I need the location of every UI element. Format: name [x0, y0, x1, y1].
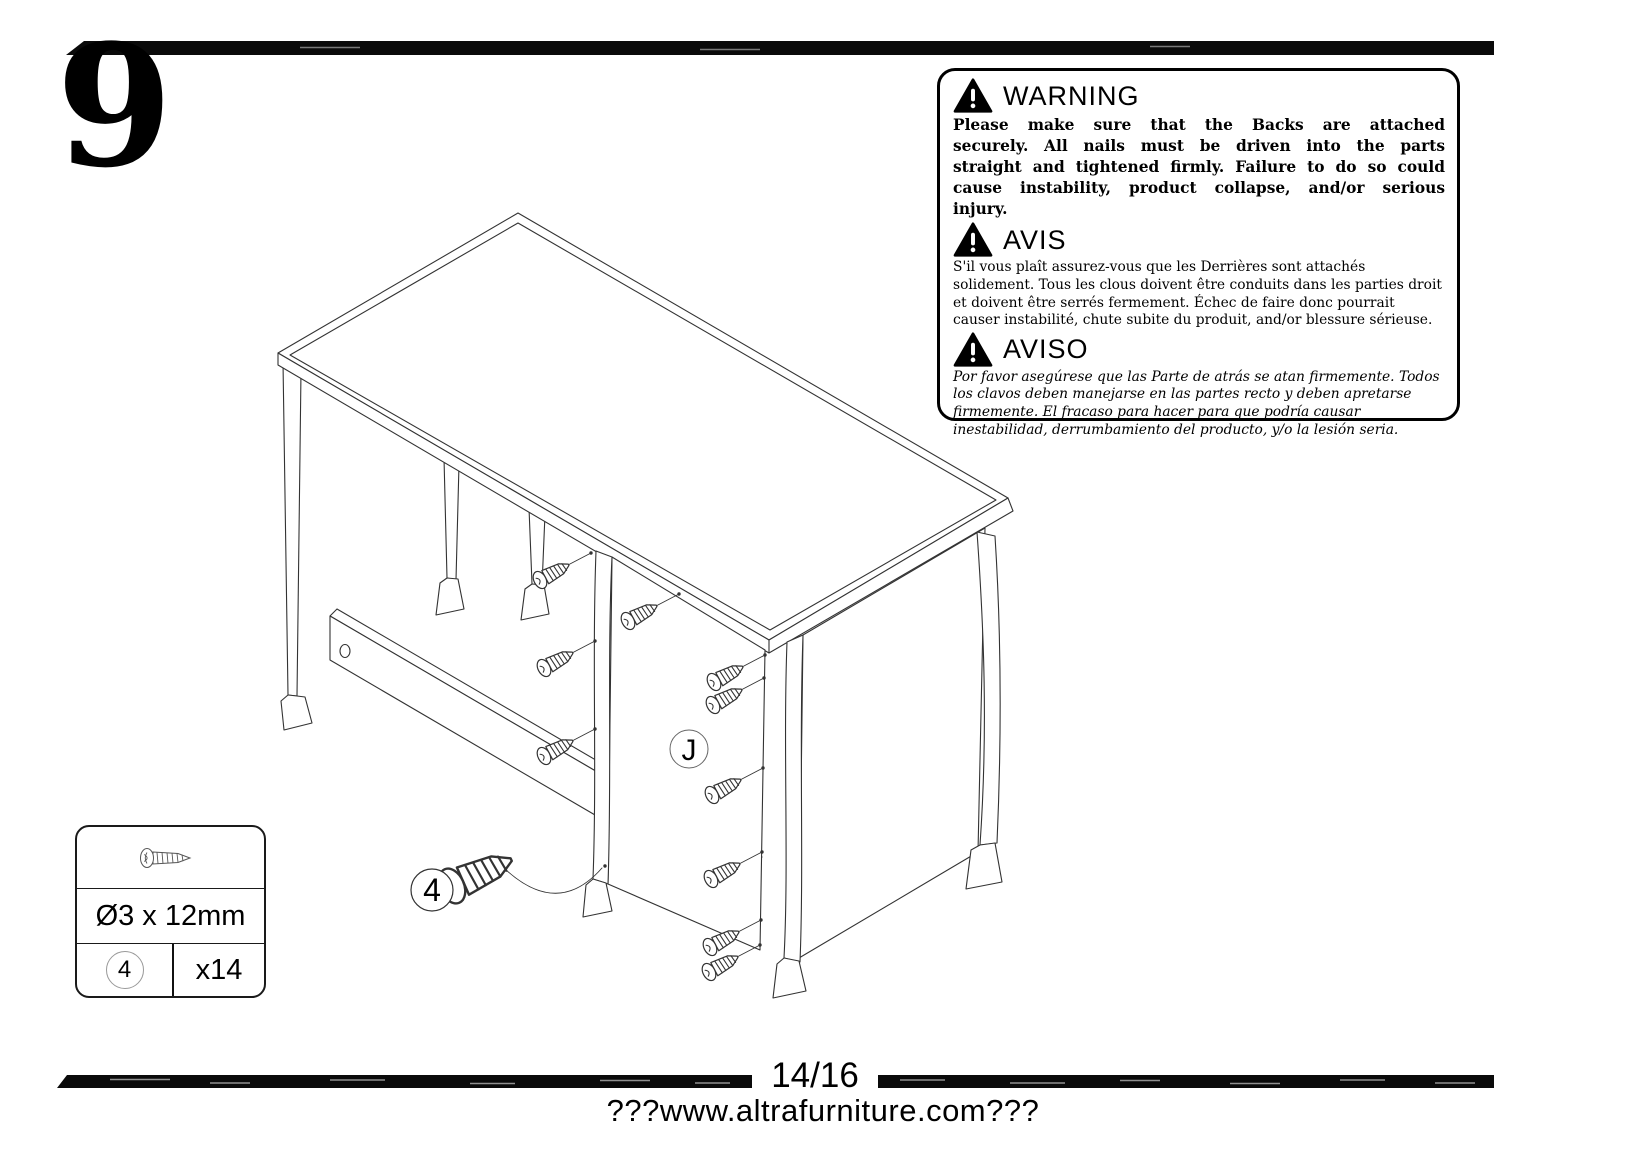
hardware-box: [75, 825, 266, 998]
aviso-header: [953, 332, 1445, 368]
part-label-j: [670, 730, 708, 768]
warning-triangle-icon: [953, 222, 993, 258]
screw-icon: [138, 841, 204, 875]
hardware-item-number: 4: [106, 951, 144, 989]
part-label-j-text: J: [681, 734, 697, 767]
warning-header: [953, 78, 1445, 114]
website-text: ???www.altrafurniture.com???: [606, 1093, 1040, 1128]
hardware-callout-text: 4: [423, 872, 441, 908]
hardware-item-cell: [77, 944, 174, 996]
step-number: 9: [56, 7, 169, 205]
hardware-size-label: Ø3 x 12mm: [77, 888, 264, 943]
avis-title: AVIS: [1003, 224, 1067, 255]
hardware-box-icon-row: [77, 827, 264, 888]
warning-text-es: Por favor asegúrese que las Parte de atrás se atan firmemente. Todos los clavos deben manejarse en las partes recto y deben apretarse firmemente. El fracaso para hacer para que podría causar inestabilidad, derrumbamiento del producto, y/o la lesión seria.: [953, 368, 1440, 439]
page-indicator: 14/16: [771, 1056, 859, 1095]
aviso-title: AVISO: [1003, 334, 1089, 365]
hardware-box-count-row: [77, 943, 264, 996]
avis-header: [953, 222, 1445, 258]
warning-triangle-icon: [953, 332, 993, 368]
desk-left-leg: [281, 362, 312, 730]
hardware-callout: [411, 869, 453, 911]
top-accent-bar: [66, 41, 1494, 55]
desk-drawing: [278, 213, 1013, 998]
warning-text-en: Please make sure that the Backs are attached securely. All nails must be driven into the parts straight and tightened firmly. Failure to do so could cause instability, product collapse, and/or serious injury.: [953, 116, 1445, 219]
warning-box: [937, 68, 1460, 439]
hardware-quantity: x14: [195, 953, 243, 986]
warning-triangle-icon: [953, 78, 993, 114]
warning-text-fr: S'il vous plaît assurez-vous que les Derrières sont attachés solidement. Tous les clous doivent être conduits dans les parties droit et doivent être serrés fermement. Échec de faire donc pourrait causer instabilité, chute subite du produit, and/or blessure sérieuse.: [953, 259, 1442, 329]
warning-title: WARNING: [1003, 80, 1140, 111]
